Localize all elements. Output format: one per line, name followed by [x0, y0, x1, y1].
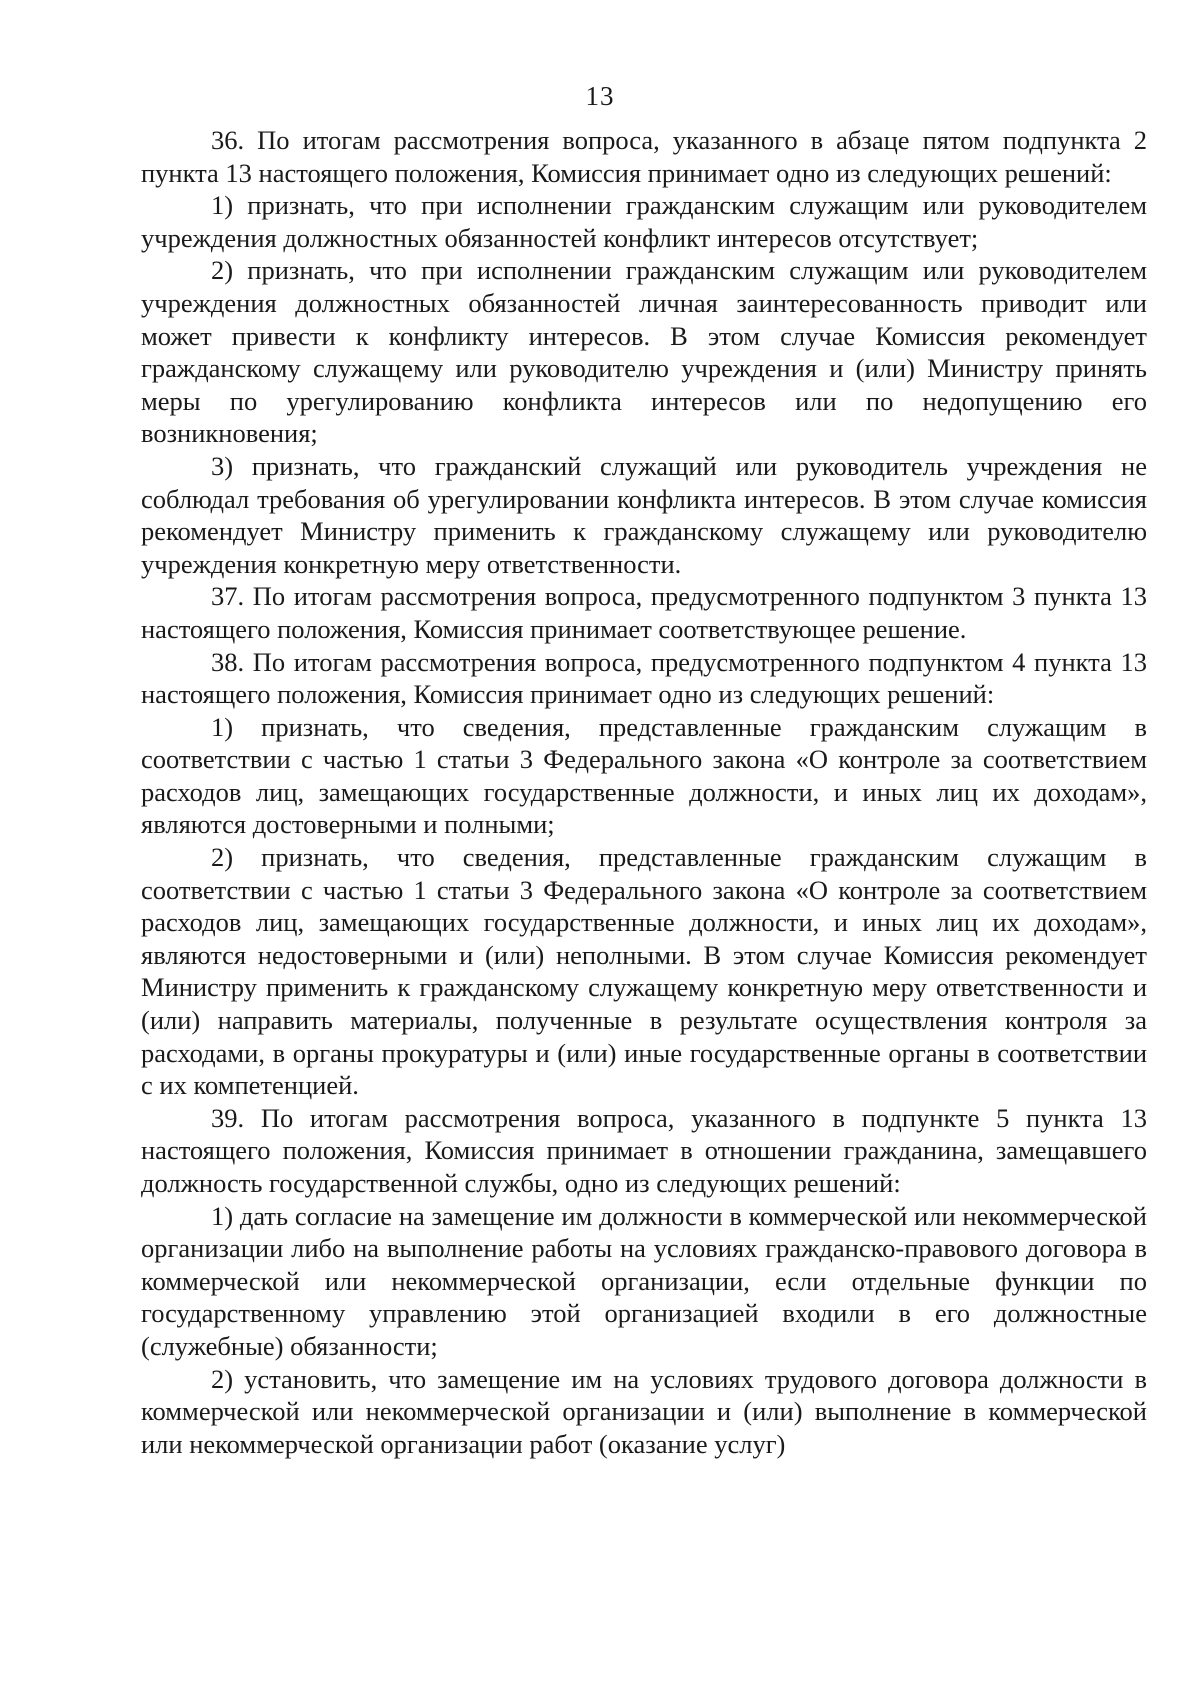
item-number: 1) — [211, 1200, 234, 1231]
paragraph-39-1 — [141, 1200, 1147, 1363]
item-number: 2) — [211, 842, 234, 873]
item-number: 2) — [211, 1363, 234, 1394]
paragraph-36 — [141, 124, 1147, 189]
paragraph-38-2 — [141, 841, 1147, 1102]
item-number: 1) — [211, 190, 234, 221]
paragraph-36-2 — [141, 254, 1147, 450]
paragraph-36-3 — [141, 450, 1147, 580]
paragraph-text: признать, что сведения, представленные гражданским служащим в соответствии с частью 1 статьи 3 Федерального закона «О контроле за соответствием расходов лиц, замещающих государственные должности, и иных лиц их доходам», являются недостоверными и (или) неполными. В этом случае Комиссия рекомендует Министру применить к гражданскому служащему конкретную меру ответственности и (или) направить материалы, полученные в результате осуществления контроля за расходами, в органы прокуратуры и (или) иные государственные органы в соответствии с их компетенцией. — [141, 842, 1147, 1101]
paragraph-text: По итогам рассмотрения вопроса, предусмотренного подпунктом 3 пункта 13 настоящего положения, Комиссия принимает соответствующее решение. — [141, 581, 1147, 644]
paragraph-39-2 — [141, 1363, 1147, 1461]
paragraph-text: признать, что при исполнении гражданским служащим или руководителем учреждения должностных обязанностей конфликт интересов отсутствует; — [141, 190, 1147, 253]
paragraph-38 — [141, 646, 1147, 711]
paragraph-text: признать, что сведения, представленные гражданским служащим в соответствии с частью 1 статьи 3 Федерального закона «О контроле за соответствием расходов лиц, замещающих государственные должности, и иных лиц их доходам», являются достоверными и полными; — [141, 711, 1147, 840]
paragraph-text: дать согласие на замещение им должности в коммерческой или некоммерческой организации либо на выполнение работы на условиях гражданско-правового договора в коммерческой или некоммерческой организации, если отдельные функции по государственному управлению этой организацией входили в его должностные (служебные) обязанности; — [141, 1200, 1147, 1361]
item-number: 38. — [211, 646, 245, 677]
paragraph-text: признать, что при исполнении гражданским служащим или руководителем учреждения должностных обязанностей личная заинтересованность приводит или может привести к конфликту интересов. В этом случае Комиссия рекомендует гражданскому служащему или руководителю учреждения и (или) Министру принять меры по урегулированию конфликта интересов или по недопущению его возникновения; — [141, 255, 1147, 449]
item-number: 1) — [211, 711, 234, 742]
paragraph-39 — [141, 1102, 1147, 1200]
item-number: 39. — [211, 1102, 245, 1133]
item-number: 37. — [211, 581, 245, 612]
paragraph-text: признать, что гражданский служащий или руководитель учреждения не соблюдал требования об урегулировании конфликта интересов. В этом случае комиссия рекомендует Министру применить к гражданскому служащему или руководителю учреждения конкретную меру ответственности. — [141, 450, 1148, 579]
paragraph-38-1 — [141, 711, 1147, 841]
paragraph-36-1 — [141, 189, 1147, 254]
paragraph-37 — [141, 580, 1147, 645]
item-number: 3) — [211, 450, 234, 481]
paragraph-text: установить, что замещение им на условиях трудового договора должности в коммерческой или некоммерческой организации и (или) выполнение в коммерческой или некоммерческой организации работ (оказание услуг) — [141, 1363, 1147, 1459]
paragraph-text: По итогам рассмотрения вопроса, указанного в подпункте 5 пункта 13 настоящего положения, Комиссия принимает в отношении гражданина, замещавшего должность государственной службы, одно из следующих решений: — [141, 1102, 1147, 1198]
paragraph-text: По итогам рассмотрения вопроса, указанного в абзаце пятом подпункта 2 пункта 13 настоящего положения, Комиссия принимает одно из следующих решений: — [141, 125, 1147, 188]
item-number: 36. — [211, 125, 245, 155]
document-body — [141, 124, 1147, 1460]
paragraph-text: По итогам рассмотрения вопроса, предусмотренного подпунктом 4 пункта 13 настоящего положения, Комиссия принимает одно из следующих решений: — [141, 646, 1147, 710]
page-number: 13 — [585, 81, 615, 111]
item-number: 2) — [211, 255, 234, 286]
